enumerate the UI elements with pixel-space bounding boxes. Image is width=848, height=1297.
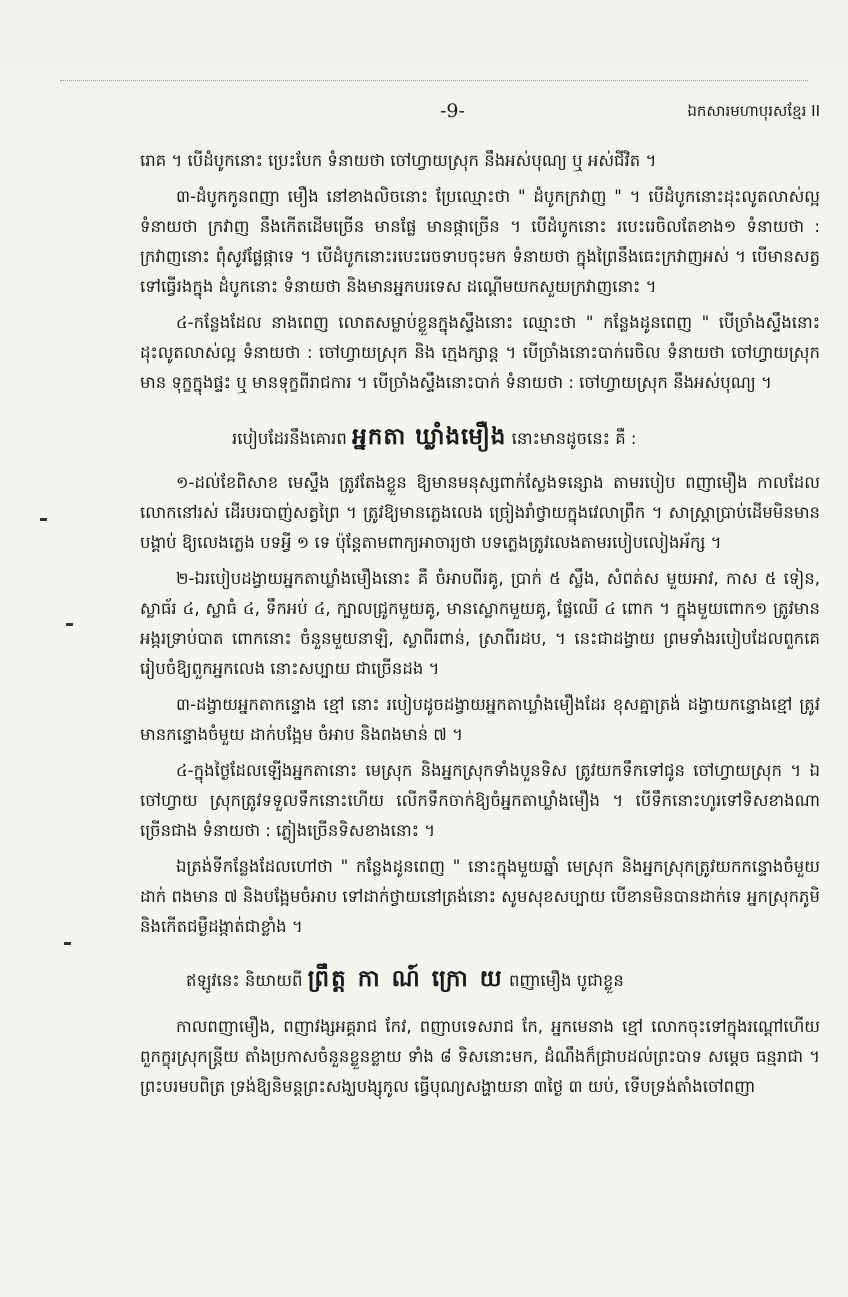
paragraph: ៤-កន្លែងដែល នាងពេញ លោតសម្លាប់ខ្លួនក្នុងស្ទឹងនោះ ឈ្មោះថា " កន្លែងដូនពេញ " បើច្រាំងស្ទឹងនោះដុះលូតលាស់ល្អ ទំនាយថា : ចៅហ្វាយស្រុក និង ក្មេងក្សាន្ត ។ បើច្រាំងនោះបាក់រេចិល ទំនាយថា ចៅហ្វាយស្រុកមាន ទុក្ខក្នុងផ្ទះ ឬ មានទុក្ខពីរាជការ ។ បើច្រាំងស្ទឹងនោះបាក់ ទំនាយថា : ចៅហ្វាយស្រុក នឹងអស់បុណ្យ ។ xyxy=(140,313,820,392)
paragraph: ៣-ដំបូកកូនពញា មឿង នៅខាងលិចនោះ ប្រែឈ្មោះថា " ដំបូកក្រវាញ " ។ បើដំបូកនោះដុះលូតលាស់ល្អ ទំនាយថា ក្រវាញ នឹងកើតដើមច្រើន មានផ្លែ មានផ្កាច្រើន ។ បើដំបូកនោះ របេះរេចិលតែខាង១ ទំនាយថា : ក្រវាញនោះ ពុំសូវផ្លែផ្កាទេ ។ បើដំបូកនោះរបេះរេចទាបចុះមក ទំនាយថា ក្នុងព្រៃនឹងធេះក្រវាញអស់ ។ បើមានសត្វទៅធ្វើរងក្នុង ដំបូកនោះ ទំនាយថា និងមានអ្នកបរទេស ដណ្តើមយកសួយក្រវាញនោះ ។ xyxy=(140,187,820,296)
page-number: -9- xyxy=(440,100,465,122)
section-heading xyxy=(140,422,820,454)
paragraph: ឯត្រង់ទីកន្លែងដែលហៅថា " កន្លែងដូនពេញ " នោះក្នុងមួយឆ្នាំ មេស្រុក និងអ្នកស្រុកត្រូវយកកន្ទោងចំមួយ ដាក់ ពងមាន ៧ និងបង្អែមចំអាប ទៅដាក់ថ្វាយនៅត្រង់នោះ សូមសុខសប្បាយ បើខានមិនបានដាក់ទេ អ្នកស្រុកភូមិ និងកើតជម្ងឺដង្កាត់ជាខ្លាំង ។ xyxy=(140,857,820,936)
paragraph: រោគ ។ បើដំបូកនោះ ប្រេះបែក ទំនាយថា ចៅហ្វាយស្រុក នឹងអស់បុណ្យ ឬ អស់ជីវិត ។ xyxy=(140,151,657,170)
paragraph: ៤-ក្នុងថ្ងៃដែលឡើងអ្នកតានោះ មេស្រុក និងអ្នកស្រុកទាំងបួនទិស ត្រូវយកទឹកទៅជូន ចៅហ្វាយស្រុក ។ ឯ ចៅហ្វាយ ស្រុកត្រូវទទួលទឹកនោះហើយ លើកទឹកចាក់ឱ្យចំអ្នកតាឃ្លាំងមឿង ។ បើទឹកនោះហូរទៅទិសខាងណាច្រើនជាង ទំនាយថា : ភ្លៀងច្រើនទិសខាងនោះ ។ xyxy=(140,761,820,840)
paragraph: ៣-ដង្វាយអ្នកតាកន្ទោង ខ្មៅ នោះ របៀបដូចដង្វាយអ្នកតាឃ្លាំងមឿងដែរ ខុសគ្នាត្រង់ ដង្វាយកន្ទោងខ្មៅ ត្រូវមានកន្ទោងចំមួយ ដាក់បង្អែម ចំអាប និងពងមាន់ ៧ ។ xyxy=(140,695,820,744)
paragraph: កាលពញាមឿង, ពញាវង្សអគ្គរាជ កែវ, ពញាបទេសរាជ កែ, អ្នកមេនាង ខ្មៅ លោកចុះទៅក្នុងរណ្តៅហើយពួកក្ខុរស្រុកន្ត្រីយ តាំងប្រកាសចំនួនខ្លួនខ្លាយ ទាំង ៨ ទិសនោះមក, ដំណឹងក៏ជ្រាបដល់ព្រះបាទ សម្តេច ធន្មរាជា ។ ព្រះបរមបពិត្រ ទ្រង់ឱ្យនិមន្តព្រះសង្ឃបង្សុកូល ធ្វើបុណ្យសង្ហាយនា ៣ថ្ងៃ ៣ យប់, ទើបទ្រង់តាំងចៅពញា xyxy=(140,1017,820,1096)
heading-name: អ្នកតា ឃ្លាំងមឿង xyxy=(352,424,507,450)
margin-mark xyxy=(40,518,47,521)
margin-mark xyxy=(64,942,71,945)
header-rule xyxy=(60,80,808,81)
heading-name: ព្រឹត្ត កា ណ៍ ក្រោ យ xyxy=(307,966,504,992)
section-heading xyxy=(140,964,820,996)
margin-mark xyxy=(66,623,73,626)
running-title: ឯកសារមហាបុរសខ្មែរ II xyxy=(687,102,820,120)
heading-text: នោះមានដូចនេះ គឺ : xyxy=(511,429,637,448)
body-text xyxy=(140,146,820,1108)
heading-text: របៀបដែរនឹងគោរព xyxy=(232,429,347,448)
paragraph: ១-ដល់ខែពិសាខ មេស្ទឹង ត្រូវតែងខ្លួន ឱ្យមានមនុស្សពាក់ស្លែងទន្សោង តាមរបៀប ពញាមឿង កាលដែល លោកនៅរស់ ដើរបរបាញ់សត្វព្រៃ ។ ត្រូវឱ្យមានភ្លេងលេង ច្រៀងរាំថ្វាយក្នុងវេលាព្រឹក ។ សាស្ត្រាប្រាប់ដើមមិនមានបង្គាប់ ឱ្យលេងភ្លេង បទអ្វី ១ ទេ ប៉ុន្តែតាមពាក្យអាចារ្យថា បទភ្លេងត្រូវលេងតាមរបៀបលៀងអ័ក្ស ។ xyxy=(140,473,820,552)
paragraph: ២-ឯរបៀបដង្វាយអ្នកតាឃ្លាំងមឿងនោះ គឺ ចំអាបពីរគូ, ប្រាក់ ៥ ស្លឹង, សំពត់ស មួយអាវ, កាស ៥ ទៀន, ស្លាធ័រ ៤, ស្លាធំ ៤, ទឹកអប់ ៤, ក្បាលជ្រូកមួយគូ, មានស្លោកមួយគូ, ផ្លែឈើ ៤ ពោក ។ ក្នុងមួយពោក១ ត្រូវមានអង្ករទ្រាប់បាត ពោកនោះ ចំនួនមួយនាឡិ, ស្លាពីរពាន់, ស្រាពីរដប, ។ នេះជាដង្វាយ ព្រមទាំងរបៀបដែលពួកគេរៀបចំឱ្យពួកអ្នកលេង នោះសប្បាយ ជាច្រើនដង ។ xyxy=(140,569,820,678)
heading-text: ពញាមឿង បូជាខ្លួន xyxy=(508,971,624,990)
heading-text: ឥឡូវនេះ និយាយពី xyxy=(186,971,303,990)
